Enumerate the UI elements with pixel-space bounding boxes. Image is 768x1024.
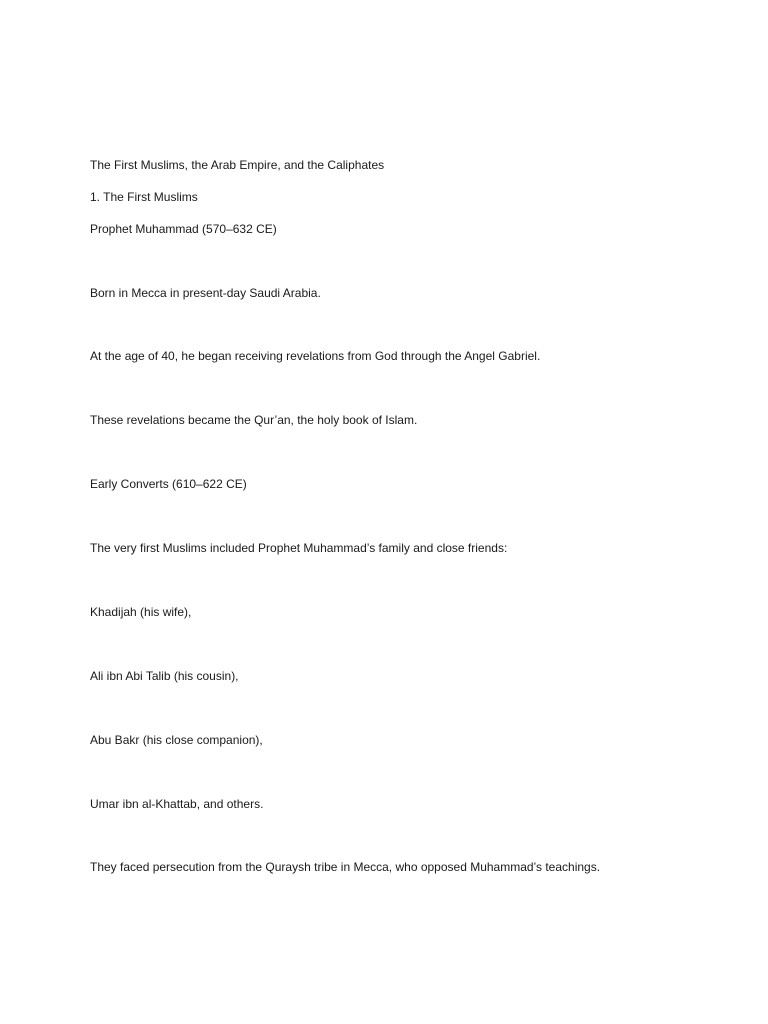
paragraph-quran: These revelations became the Qur’an, the holy book of Islam.	[90, 413, 418, 427]
paragraph-persecution: They faced persecution from the Quraysh tribe in Mecca, who opposed Muhammad’s teachings.	[90, 860, 601, 874]
list-item-ali: Ali ibn Abi Talib (his cousin),	[90, 669, 239, 683]
list-item-umar: Umar ibn al-Khattab, and others.	[90, 797, 264, 811]
section-heading: 1. The First Muslims	[90, 190, 198, 204]
subheading-prophet: Prophet Muhammad (570–632 CE)	[90, 222, 277, 236]
list-item-abu-bakr: Abu Bakr (his close companion),	[90, 733, 263, 747]
paragraph-born: Born in Mecca in present-day Saudi Arabia.	[90, 286, 321, 300]
paragraph-revelations: At the age of 40, he began receiving revelations from God through the Angel Gabriel.	[90, 349, 541, 363]
paragraph-first-muslims: The very first Muslims included Prophet Muhammad’s family and close friends:	[90, 541, 508, 555]
document-title: The First Muslims, the Arab Empire, and the Caliphates	[90, 158, 385, 172]
list-item-khadijah: Khadijah (his wife),	[90, 605, 192, 619]
subheading-converts: Early Converts (610–622 CE)	[90, 477, 247, 491]
